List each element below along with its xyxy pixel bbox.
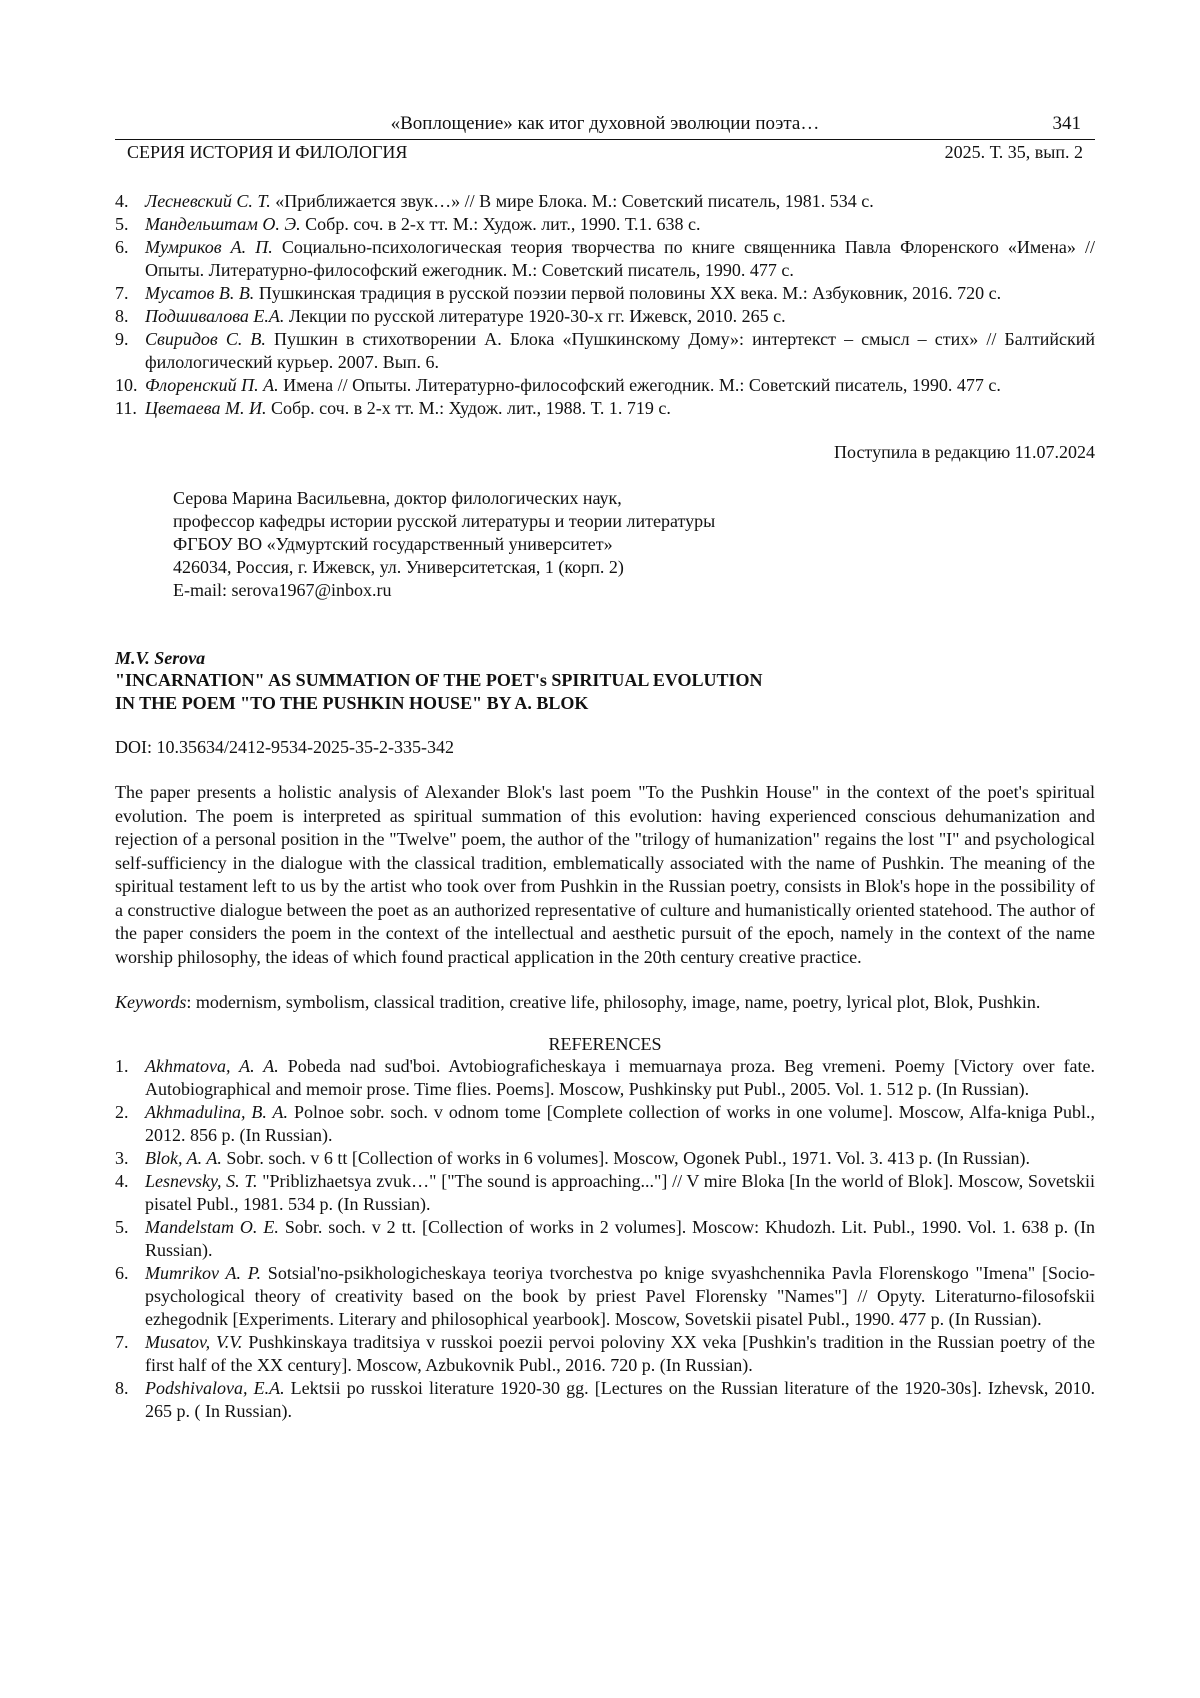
author-info-block	[173, 487, 1095, 602]
author-info-line: ФГБОУ ВО «Удмуртский государственный университет»	[173, 534, 613, 554]
series-line	[115, 140, 1095, 166]
ru-reference-item: 10. Флоренский П. А. Имена // Опыты. Литературно-философский ежегодник. М.: Советский писатель, 1990. 477 с.	[115, 375, 1001, 395]
ru-reference-item: 4. Лесневский С. Т. «Приближается звук…» // В мире Блока. М.: Советский писатель, 1981. 534 с.	[115, 191, 874, 211]
page-number: 341	[1052, 113, 1081, 134]
en-reference-item: 1. Akhmatova, A. A. Pobeda nad sud'boi. Avtobiograficheskaya i memuarnaya proza. Beg vremeni. Poemy [Victory over fate. Autobiographical and memoir prose. Time flies. Poems]. Moscow, Pushkinsky put Publ., 2005. Vol. 1. 512 p. (In Russian).	[115, 1056, 1095, 1099]
references-heading: REFERENCES	[548, 1034, 662, 1054]
ru-reference-item: 7. Мусатов В. В. Пушкинская традиция в русской поэзии первой половины XX века. М.: Азбуковник, 2016. 720 с.	[115, 283, 1002, 303]
keywords-list: : modernism, symbolism, classical tradition, creative life, philosophy, image, name, poetry, lyrical plot, Blok, Pushkin.	[186, 992, 1041, 1012]
english-title-line: "INCARNATION" AS SUMMATION OF THE POET's SPIRITUAL EVOLUTION	[115, 670, 763, 690]
keywords	[115, 991, 1095, 1014]
ru-reference-item: 8. Подшивалова Е.А. Лекции по русской литературе 1920-30-х гг. Ижевск, 2010. 265 с.	[115, 306, 786, 326]
running-title: «Воплощение» как итог духовной эволюции поэта…	[390, 113, 820, 134]
en-reference-item: 5. Mandelstam O. E. Sobr. soch. v 2 tt. [Collection of works in 2 volumes]. Moscow: Khudozh. Lit. Publ., 1990. Vol. 1. 638 p. (In Russian).	[115, 1217, 1096, 1260]
received-date: Поступила в редакцию 11.07.2024	[834, 442, 1095, 462]
en-reference-item: 2. Akhmadulina, B. A. Polnoe sobr. soch. v odnom tome [Complete collection of works in one volume]. Moscow, Alfa-kniga Publ., 2012. 856 p. (In Russian).	[115, 1102, 1096, 1145]
author-info-line: профессор кафедры истории русской литературы и теории литературы	[173, 511, 716, 531]
en-reference-item: 8. Podshivalova, E.A. Lektsii po russkoi literature 1920-30 gg. [Lectures on the Russian literature of the 1920-30s]. Izhevsk, 2010. 265 p. ( In Russian).	[115, 1378, 1095, 1421]
english-title	[115, 669, 1095, 715]
doi: DOI: 10.35634/2412-9534-2025-35-2-335-342	[115, 737, 454, 757]
journal-page	[115, 113, 1095, 1423]
keywords-label: Keywords	[115, 992, 187, 1012]
ru-reference-list	[115, 190, 1095, 420]
ru-reference-item: 6. Мумриков А. П. Социально-психологическая теория творчества по книге священника Павла Флоренского «Имена» // Опыты. Литературно-философский ежегодник. М.: Советский писатель, 1990. 477 с.	[115, 237, 1095, 280]
en-reference-item: 6. Mumrikov A. P. Sotsial'no-psikhologicheskaya teoriya tvorchestva po knige svyashchennika Pavla Florenskogo "Imena" [Socio-psychological theory of creativity based on the book by priest Pavel Florensky "Names"] // Opyty. Literaturno-filosofskii ezhegodnik [Experiments. Literary and philosophical yearbook]. Moscow, Sovetskii pisatel Publ., 1990. 477 p. (In Russian).	[115, 1263, 1096, 1329]
ru-reference-item: 11. Цветаева М. И. Собр. соч. в 2-х тт. М.: Худож. лит., 1988. Т. 1. 719 с.	[115, 398, 671, 418]
en-reference-item: 4. Lesnevsky, S. T. "Priblizhaetsya zvuk…" ["The sound is approaching..."] // V mire Bloka [In the world of Blok]. Moscow, Sovetskii pisatel Publ., 1981. 534 p. (In Russian).	[115, 1171, 1095, 1214]
series-name: СЕРИЯ ИСТОРИЯ И ФИЛОЛОГИЯ	[127, 142, 408, 162]
author-info-line: Серова Марина Васильевна, доктор филологических наук,	[173, 488, 622, 508]
author-email: E-mail: serova1967@inbox.ru	[173, 580, 392, 600]
volume-info: 2025. Т. 35, вып. 2	[944, 142, 1083, 162]
page-header	[115, 113, 1095, 139]
english-author: M.V. Serova	[115, 648, 206, 668]
ru-reference-item: 9. Свиридов С. В. Пушкин в стихотворении А. Блока «Пушкинскому Дому»: интертекст – смысл – стих» // Балтийский филологический курьер. 2007. Вып. 6.	[115, 329, 1095, 372]
author-info-line: 426034, Россия, г. Ижевск, ул. Университетская, 1 (корп. 2)	[173, 557, 624, 577]
en-reference-item: 3. Blok, A. A. Sobr. soch. v 6 tt [Collection of works in 6 volumes]. Moscow, Ogonek Publ., 1971. Vol. 3. 413 p. (In Russian).	[115, 1148, 1030, 1168]
en-reference-list	[115, 1055, 1095, 1423]
en-reference-item: 7. Musatov, V.V. Pushkinskaya traditsiya v russkoi poezii pervoi poloviny XX veka [Pushkin's tradition in the Russian poetry of the first half of the XX century]. Moscow, Azbukovnik Publ., 2016. 720 p. (In Russian).	[115, 1332, 1095, 1375]
english-abstract: The paper presents a holistic analysis of Alexander Blok's last poem "To the Pushkin House" in the context of the poet's spiritual evolution. The poem is interpreted as spiritual summation of this evolution: having experienced conscious dehumanization and rejection of a personal position in the "Twelve" poem, the author of the "trilogy of humanization" regains the lost "I" and psychological self-sufficiency in the dialogue with the classical tradition, emblematically associated with the name of Pushkin. The meaning of the spiritual testament left to us by the artist who took over from Pushkin in the Russian poetry, consists in Blok's hope in the possibility of a constructive dialogue between the poet as an authorized representative of culture and humanistically oriented statehood. The author of the paper considers the poem in the context of the intellectual and aesthetic pursuit of the epoch, namely in the context of the name worship philosophy, the ideas of which found practical application in the 20th century creative practice.	[115, 782, 1095, 967]
ru-reference-item: 5. Мандельштам О. Э. Собр. соч. в 2-х тт. М.: Худож. лит., 1990. Т.1. 638 с.	[115, 214, 701, 234]
english-title-line: IN THE POEM "TO THE PUSHKIN HOUSE" BY A. BLOK	[115, 693, 589, 713]
